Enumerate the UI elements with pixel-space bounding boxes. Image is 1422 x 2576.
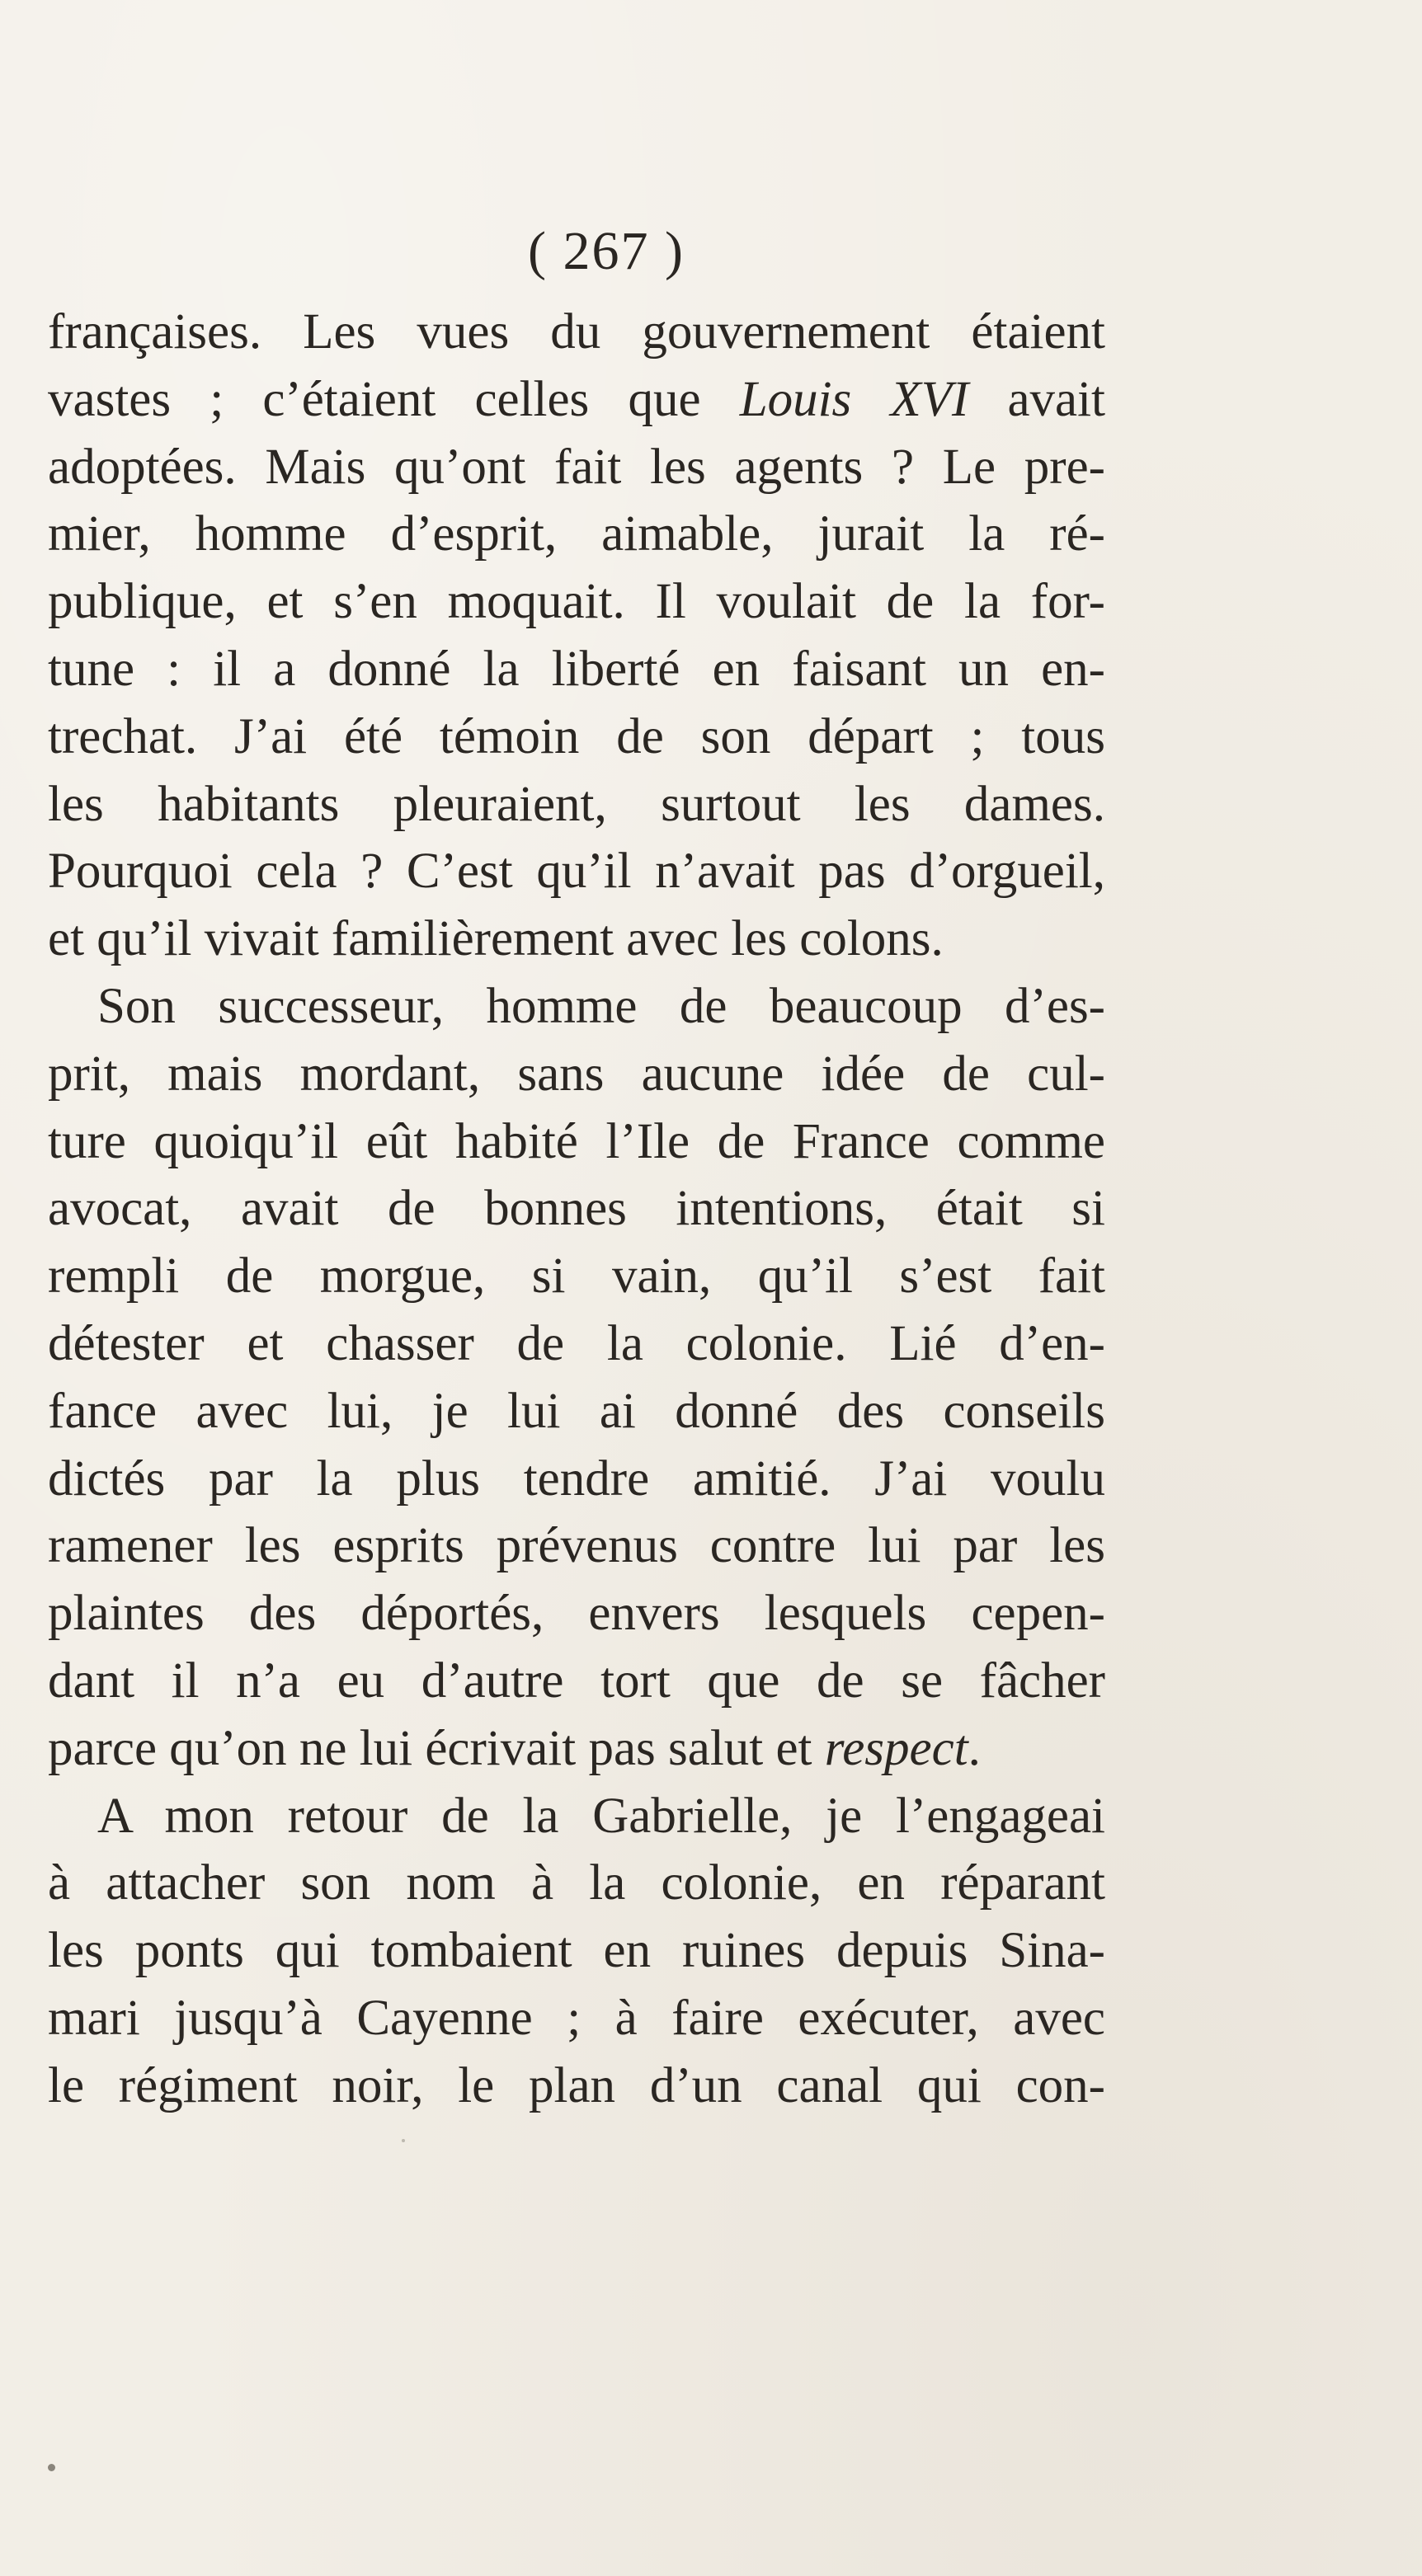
text-line: tune : il a donné la liberté en faisant un en-: [48, 641, 1105, 697]
text-line: adoptées. Mais qu’ont fait les agents ? Le pre-: [48, 439, 1105, 495]
text-line: mari jusqu’à Cayenne ; à faire exécuter, avec: [48, 1990, 1105, 2046]
text-line: prit, mais mordant, sans aucune idée de cul-: [48, 1046, 1105, 1102]
text-line: vastes ; c’étaient celles que Louis XVI avait: [48, 371, 1105, 427]
text-line: à attacher son nom à la colonie, en réparant: [48, 1855, 1105, 1911]
text-line: parce qu’on ne lui écrivait pas salut et respect.: [48, 1720, 981, 1776]
page-number: ( 267 ): [528, 221, 685, 281]
text-line: françaises. Les vues du gouvernement étaient: [48, 304, 1105, 360]
text-line: les ponts qui tombaient en ruines depuis Sina-: [48, 1923, 1105, 1979]
text-line: A mon retour de la Gabrielle, je l’engageai: [97, 1788, 1105, 1844]
text-line: ture quoiqu’il eût habité l’Ile de France comme: [48, 1113, 1105, 1169]
text-line: et qu’il vivait familièrement avec les colons.: [48, 911, 944, 967]
text-line: Pourquoi cela ? C’est qu’il n’avait pas d’orgueil,: [48, 844, 1105, 900]
text-line: détester et chasser de la colonie. Lié d’en-: [48, 1315, 1105, 1371]
text-line: plaintes des déportés, envers lesquels cepen-: [48, 1586, 1105, 1642]
text-line: ramener les esprits prévenus contre lui par les: [48, 1518, 1105, 1574]
text-line: mier, homme d’esprit, aimable, jurait la ré-: [48, 506, 1105, 562]
text-line: le régiment noir, le plan d’un canal qui con-: [48, 2057, 1105, 2113]
text-line: fance avec lui, je lui ai donné des conseils: [48, 1383, 1105, 1439]
text-line: les habitants pleuraient, surtout les dames.: [48, 776, 1105, 832]
italic-word: respect: [824, 1720, 968, 1776]
text-line: dant il n’a eu d’autre tort que de se fâcher: [48, 1652, 1105, 1709]
text-line: trechat. J’ai été témoin de son départ ; tous: [48, 708, 1105, 764]
body-text: [48, 298, 1105, 2120]
paper-speck: [402, 2139, 405, 2142]
text-line: rempli de morgue, si vain, qu’il s’est fait: [48, 1248, 1105, 1304]
italic-word: Louis XVI: [739, 371, 969, 427]
text-line: avocat, avait de bonnes intentions, était si: [48, 1181, 1105, 1237]
text-line: dictés par la plus tendre amitié. J’ai voulu: [48, 1450, 1105, 1507]
text-line: Son successeur, homme de beaucoup d’es-: [97, 978, 1105, 1034]
text-line: publique, et s’en moquait. Il voulait de la for-: [48, 574, 1105, 630]
paper-speck: [48, 2464, 55, 2471]
